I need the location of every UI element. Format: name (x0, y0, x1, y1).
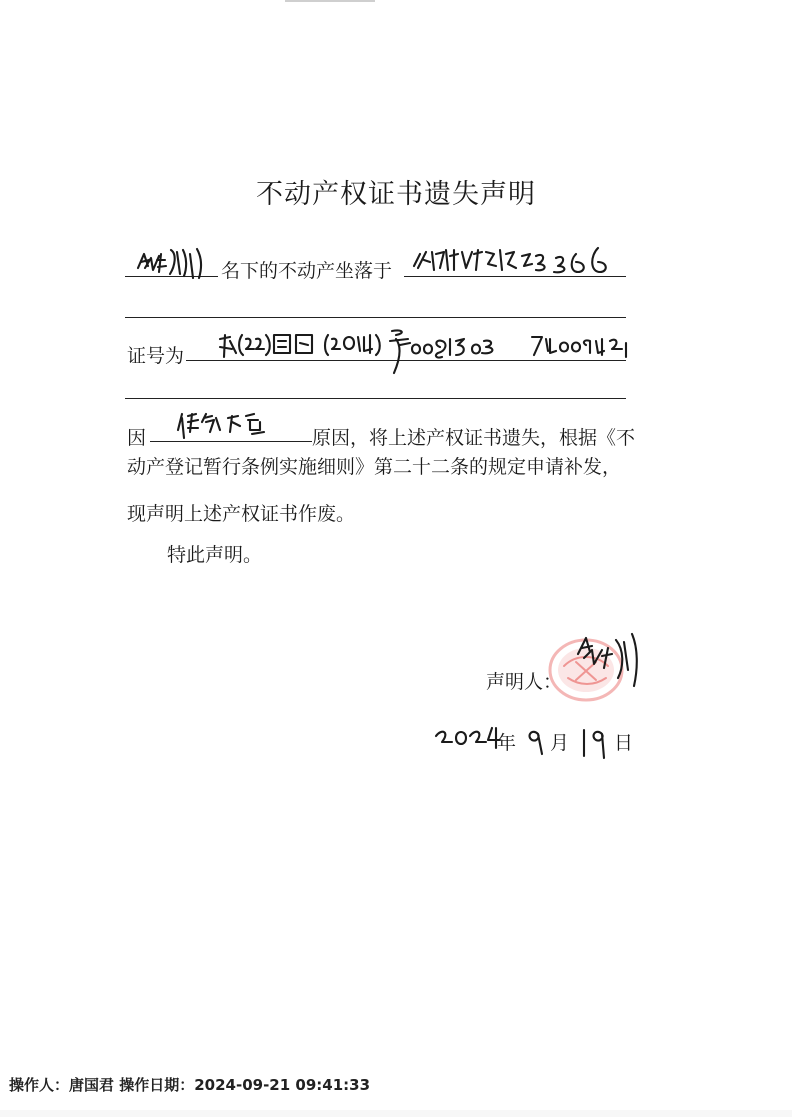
bottom-edge-bar (0, 1110, 792, 1117)
document-title: 不动产权证书遗失声明 (256, 179, 536, 210)
body-line-3: 现声明上述产权证书作废。 (127, 503, 356, 525)
date-month-handwriting (520, 722, 554, 760)
reason-prefix: 因 (127, 427, 147, 449)
reason-suffix: 原因，将上述产权证书遗失，根据《不 (312, 427, 636, 449)
location-continuation-line (125, 317, 626, 318)
operator-footer: 操作人：唐国君 操作日期：2024-09-21 09:41:33 (9, 1076, 371, 1094)
body-line-2: 动产登记暂行条例实施细则》第二十二条的规定申请补发， (127, 456, 622, 478)
owner-name-suffix: 名下的不动产坐落于 (221, 260, 393, 282)
location-handwriting (410, 240, 625, 284)
date-month-char: 月 (550, 732, 570, 754)
date-day-handwriting (576, 722, 616, 766)
closing-statement: 特此声明。 (167, 544, 263, 566)
cert-label: 证号为 (127, 345, 185, 367)
reason-handwriting (176, 408, 276, 446)
declarant-signature (568, 630, 648, 694)
cert-number-handwriting (216, 323, 636, 379)
declarant-label: 声明人： (486, 671, 563, 693)
date-year-char: 年 (497, 732, 517, 754)
owner-name-signature (135, 244, 210, 280)
cert-continuation-line (125, 398, 626, 399)
date-day-char: 日 (614, 732, 634, 754)
top-edge-mark (285, 0, 375, 2)
owner-name-handwriting (135, 244, 210, 284)
